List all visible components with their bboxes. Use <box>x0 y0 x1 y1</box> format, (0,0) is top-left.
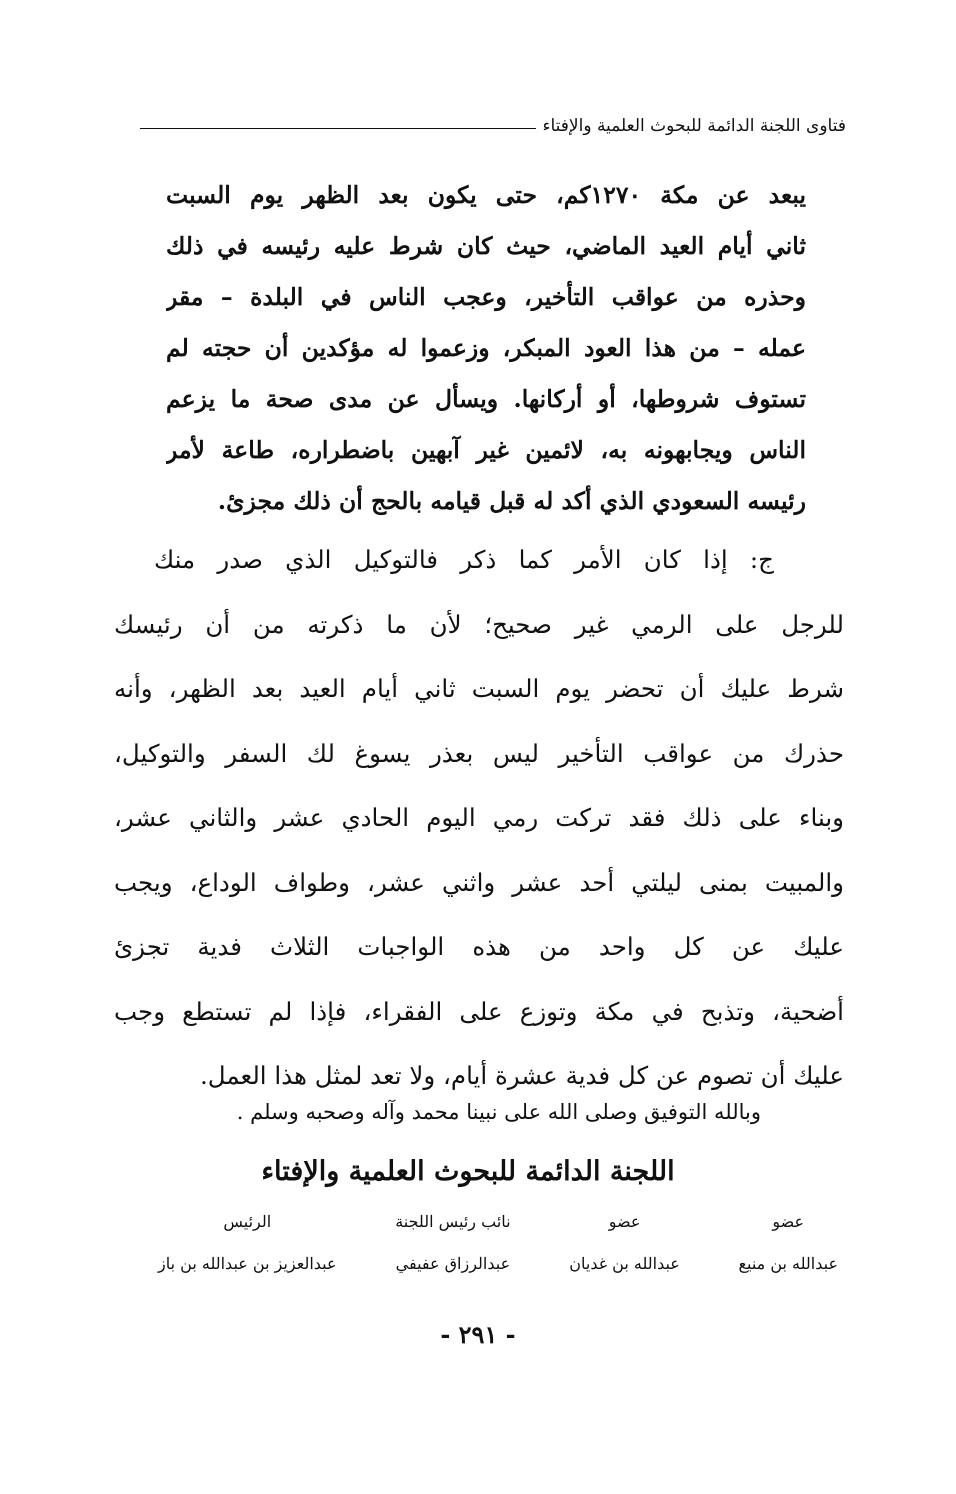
question-line: وحذره من عواقب التأخير، وعجب الناس في البلدة – مقر <box>166 283 806 311</box>
question-line: عمله – من هذا العود المبكر، وزعموا له مؤكدين أن حجته لم <box>166 334 806 362</box>
answer-line: أضحية، وتذبح في مكة وتوزع على الفقراء، فإذا لم تستطع وجب <box>114 996 844 1026</box>
answer-line: وبناء على ذلك فقد تركت رمي اليوم الحادي عشر والثاني عشر، <box>114 803 844 832</box>
answer-line: حذرك من عواقب التأخير ليس بعذر يسوغ لك السفر والتوكيل، <box>114 738 844 768</box>
signatory-name: عبدالله بن منيع <box>738 1254 838 1273</box>
page-number: - ٢٩١ - <box>440 1320 516 1349</box>
signatory <box>158 1208 337 1278</box>
signatory-role: نائب رئيس اللجنة <box>395 1212 511 1231</box>
answer-line: ج: إذا كان الأمر كما ذكر فالتوكيل الذي صدر منك <box>154 545 774 574</box>
signatory <box>738 1208 838 1278</box>
question-line: يبعد عن مكة ١٢٧٠كم، حتى يكون بعد الظهر يوم السبت <box>166 181 806 209</box>
answer-line: للرجل على الرمي غير صحيح؛ لأن ما ذكرته من أن رئيسك <box>114 609 844 639</box>
answer-line: عليك أن تصوم عن كل فدية عشرة أيام، ولا تعد لمثل هذا العمل. <box>200 1061 844 1090</box>
signatory-role: عضو <box>608 1212 641 1231</box>
signatory <box>569 1208 680 1278</box>
signatory-name: عبدالعزيز بن عبدالله بن باز <box>158 1254 337 1273</box>
answer-text <box>114 528 844 1109</box>
running-header <box>140 108 846 144</box>
signatory-name: عبدالرزاق عفيفي <box>395 1254 511 1273</box>
signatory-role: الرئيس <box>223 1212 272 1231</box>
signatures <box>158 1208 838 1278</box>
committee-title: اللجنة الدائمة للبحوث العلمية والإفتاء <box>261 1156 675 1187</box>
signatory-role: عضو <box>772 1212 805 1231</box>
signatory-name: عبدالله بن غديان <box>569 1254 680 1273</box>
answer-line: والمبيت بمنى ليلتي أحد عشر واثني عشر، وطواف الوداع، ويجب <box>114 867 844 897</box>
question-line: الناس ويجابهونه به، لائمين غير آبهين باضطراره، طاعة لأمر <box>166 436 806 464</box>
question-text <box>166 170 806 527</box>
running-title: فتاوى اللجنة الدائمة للبحوث العلمية والإفتاء <box>542 116 846 136</box>
question-line: ثاني أيام العيد الماضي، حيث كان شرط عليه رئيسه في ذلك <box>166 232 806 260</box>
answer-line: شرط عليك أن تحضر يوم السبت ثاني أيام العيد بعد الظهر، وأنه <box>114 674 844 703</box>
closing-prayer: وبالله التوفيق وصلى الله على نبينا محمد وآله وصحبه وسلم . <box>236 1100 761 1124</box>
signatory <box>395 1208 510 1278</box>
header-rule <box>140 128 536 129</box>
question-line: رئيسه السعودي الذي أكد له قبل قيامه بالحج أن ذلك مجزئ. <box>217 487 806 515</box>
question-line: تستوف شروطها، أو أركانها. ويسأل عن مدى صحة ما يزعم <box>166 385 806 413</box>
answer-line: عليك عن كل واحد من هذه الواجبات الثلاث فدية تجزئ <box>114 932 844 961</box>
